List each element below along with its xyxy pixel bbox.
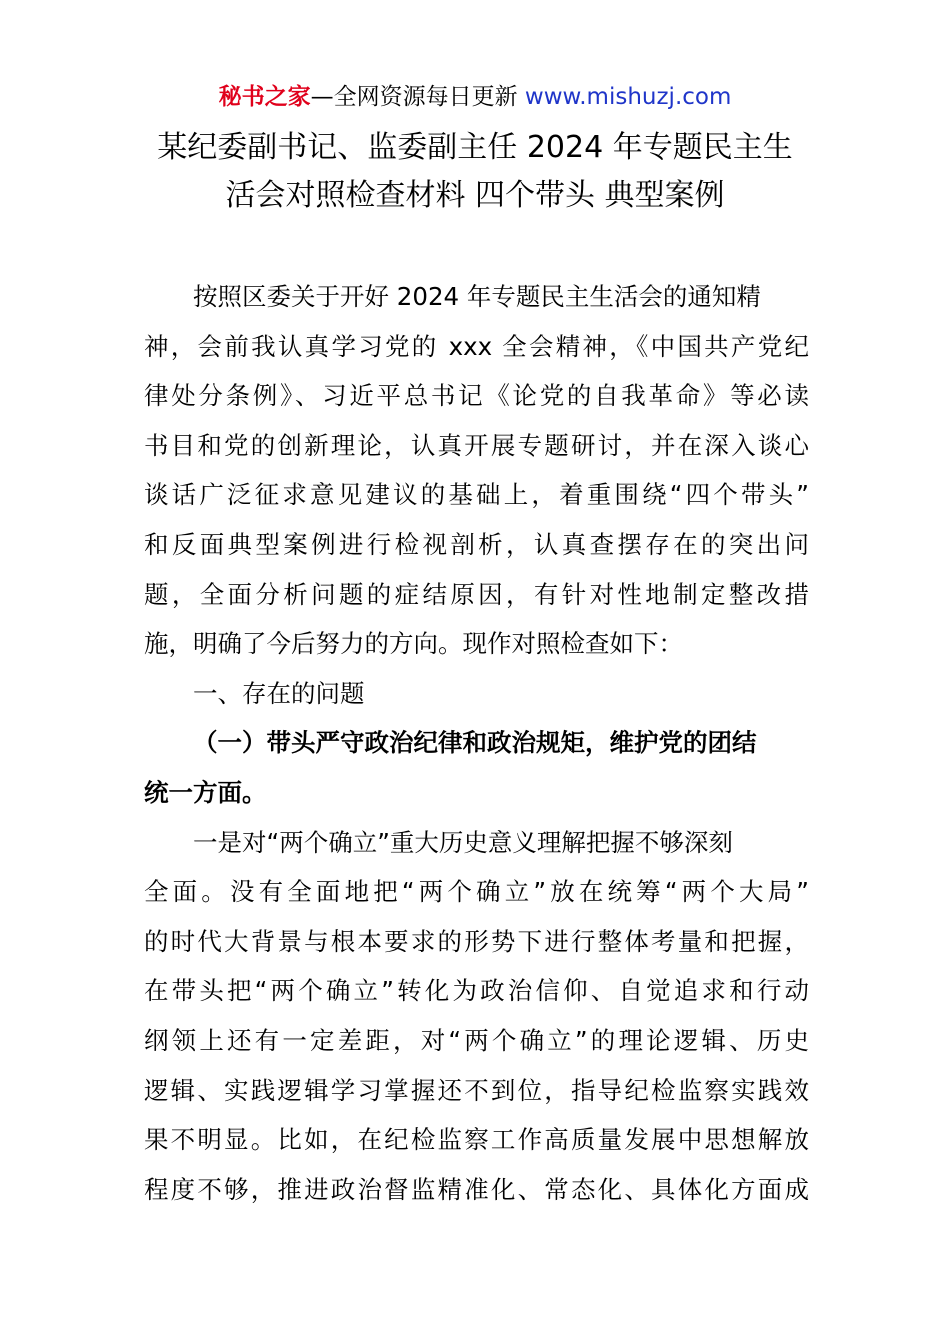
banner-tagline: —全网资源每日更新	[310, 84, 525, 110]
document-body	[144, 272, 809, 1214]
paragraph-line: 书目和党的创新理论，认真开展专题研讨，并在深入谈心	[144, 430, 809, 460]
paragraph-line: 律处分条例》、习近平总书记《论党的自我革命》等必读	[144, 381, 809, 411]
subsection-heading: （一）带头严守政治纪律和政治规矩，维护党的团结	[193, 728, 757, 758]
document-title	[0, 124, 950, 220]
title-line-2: 活会对照检查材料 四个带头 典型案例	[225, 178, 725, 213]
site-url-link[interactable]: www.mishuzj.com	[524, 84, 732, 110]
paragraph-line: 果不明显。比如，在纪检监察工作高质量发展中思想解放	[144, 1125, 809, 1155]
title-line-1: 某纪委副书记、监委副主任 2024 年专题民主生	[157, 130, 793, 165]
paragraph-line: 的时代大背景与根本要求的形势下进行整体考量和把握，	[144, 926, 809, 956]
section-heading: 一、存在的问题	[193, 678, 365, 708]
paragraph-line: 逻辑、实践逻辑学习掌握还不到位，指导纪检监察实践效	[144, 1075, 809, 1105]
paragraph-line: 全面。没有全面地把“两个确立”放在统筹“两个大局”	[144, 877, 809, 907]
paragraph-line: 神，会前我认真学习党的 xxx 全会精神，《中国共产党纪	[144, 331, 809, 361]
paragraph-line: 施，明确了今后努力的方向。现作对照检查如下：	[144, 629, 683, 659]
paragraph-line: 在带头把“两个确立”转化为政治信仰、自觉追求和行动	[144, 976, 809, 1006]
paragraph-line: 按照区委关于开好 2024 年专题民主生活会的通知精	[193, 282, 761, 311]
subsection-heading-cont: 统一方面。	[144, 777, 267, 807]
paragraph-line: 程度不够，推进政治督监精准化、常态化、具体化方面成	[144, 1174, 809, 1204]
paragraph-line: 一是对“两个确立”重大历史意义理解把握不够深刻	[193, 827, 733, 857]
paragraph-line: 和反面典型案例进行检视剖析，认真查摆存在的突出问	[144, 529, 809, 559]
paragraph-line: 谈话广泛征求意见建议的基础上，着重围绕“四个带头”	[144, 480, 809, 510]
paragraph-line: 纲领上还有一定差距，对“两个确立”的理论逻辑、历史	[144, 1025, 809, 1055]
site-banner	[0, 80, 950, 114]
paragraph-line: 题，全面分析问题的症结原因，有针对性地制定整改措	[144, 579, 809, 609]
brand-name: 秘书之家	[218, 84, 311, 110]
